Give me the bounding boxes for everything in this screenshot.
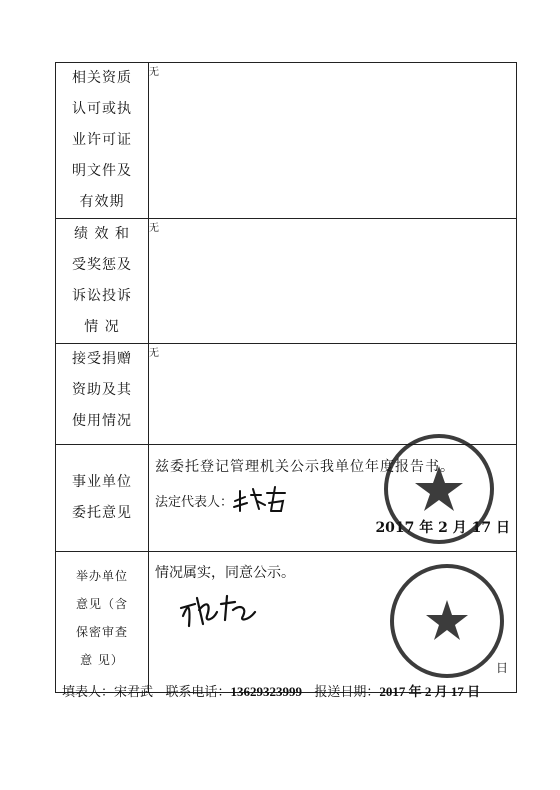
row-value-qualification bbox=[149, 63, 517, 219]
value-text: 无 bbox=[149, 223, 159, 234]
phone-label: 联系电话： bbox=[165, 685, 231, 700]
row-label-performance: 绩 效 和 受奖惩及 诉讼投诉 情 况 bbox=[56, 219, 149, 344]
row-value-performance bbox=[149, 219, 517, 344]
row-label-unit-consign: 事业单位 委托意见 bbox=[56, 445, 149, 552]
value-text: 无 bbox=[149, 348, 159, 359]
table-row bbox=[56, 219, 517, 344]
filler-label: 填表人： bbox=[62, 685, 115, 700]
row-value-donations bbox=[149, 344, 517, 445]
legal-rep-signature bbox=[231, 483, 291, 515]
table-row bbox=[56, 344, 517, 445]
legal-rep-label: 法定代表人： bbox=[155, 495, 234, 510]
filler-name: 宋君武 bbox=[114, 685, 154, 700]
official-seal-icon bbox=[382, 432, 496, 546]
official-seal-icon bbox=[388, 562, 506, 680]
phone-number: 13629323999 bbox=[230, 684, 302, 699]
consign-date: 2017 年 2 月 17 日 bbox=[375, 520, 510, 536]
sponsor-opinion-text: 情况属实，同意公示。 bbox=[155, 565, 295, 581]
sponsor-date-day: 日 bbox=[495, 661, 508, 675]
row-label-donations: 接受捐赠 资助及其 使用情况 bbox=[56, 344, 149, 445]
report-date-label: 报送日期： bbox=[314, 685, 380, 700]
form-footer bbox=[62, 681, 480, 700]
row-label-qualification: 相关资质 认可或执 业许可证 明文件及 有效期 bbox=[56, 63, 149, 219]
report-date: 2017 年 2 月 17 日 bbox=[379, 684, 481, 699]
value-text: 无 bbox=[149, 67, 159, 78]
consign-statement: 兹委托登记管理机关公示我单位年度报告书。 bbox=[155, 459, 455, 475]
table-row bbox=[56, 63, 517, 219]
row-label-sponsor-opinion: 举办单位 意见（含 保密审查 意 见） bbox=[56, 552, 149, 693]
sponsor-signature bbox=[177, 586, 259, 632]
